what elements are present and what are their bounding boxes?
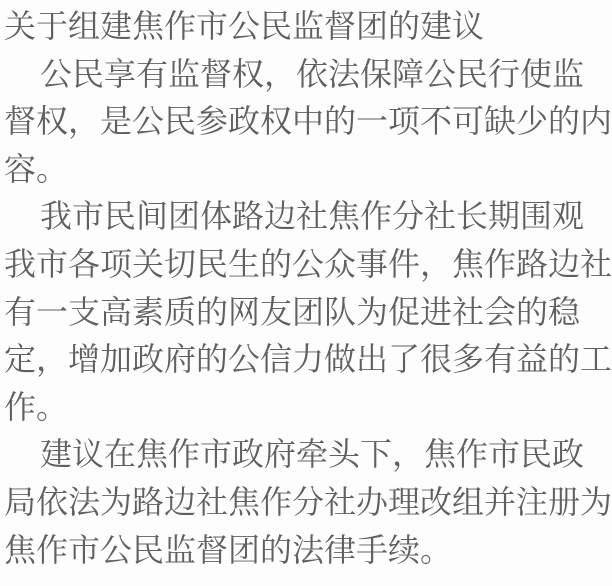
paragraph: 建议在焦作市政府牵头下，焦作市民政局依法为路边社焦作分社办理改组并注册为焦作市公民监督团的法律手续。 <box>4 436 612 568</box>
paragraph: 我市民间团体路边社焦作分社长期围观我市各项关切民生的公众事件，焦作路边社有一支高素质的网友团队为促进社会的稳定，增加政府的公信力做出了很多有益的工作。 <box>4 198 612 425</box>
paragraph: 公民享有监督权，依法保障公民行使监督权，是公民参政权中的一项不可缺少的内容。 <box>4 55 612 187</box>
document-title: 关于组建焦作市公民监督团的建议 <box>4 8 485 44</box>
